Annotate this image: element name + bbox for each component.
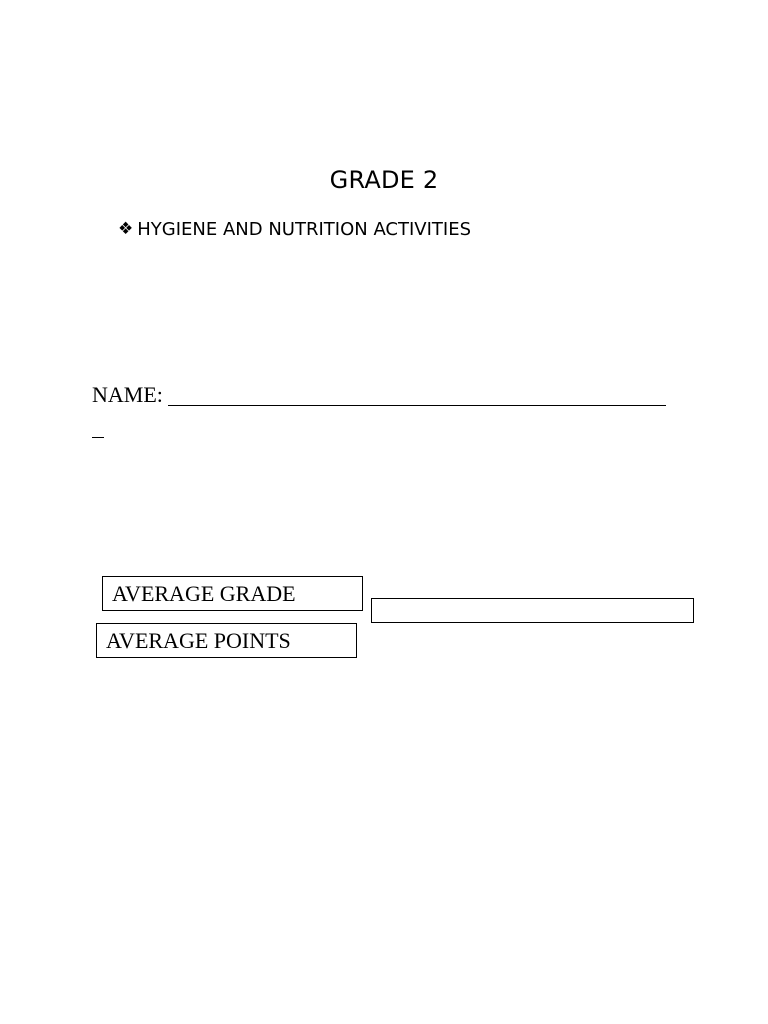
name-label: NAME: [92,382,163,407]
subject-text: HYGIENE AND NUTRITION ACTIVITIES [137,218,472,240]
score-entry-box[interactable] [371,598,694,623]
average-points-label: AVERAGE POINTS [106,627,291,653]
diamond-bullet-icon: ❖ [118,219,134,239]
name-blank-line[interactable] [168,405,666,406]
average-points-box [96,623,357,658]
name-blank-line-continuation[interactable] [92,437,104,438]
average-grade-box [102,576,363,611]
subject-heading [118,216,471,242]
average-grade-label: AVERAGE GRADE [112,580,296,606]
page-title: GRADE 2 [329,166,439,194]
